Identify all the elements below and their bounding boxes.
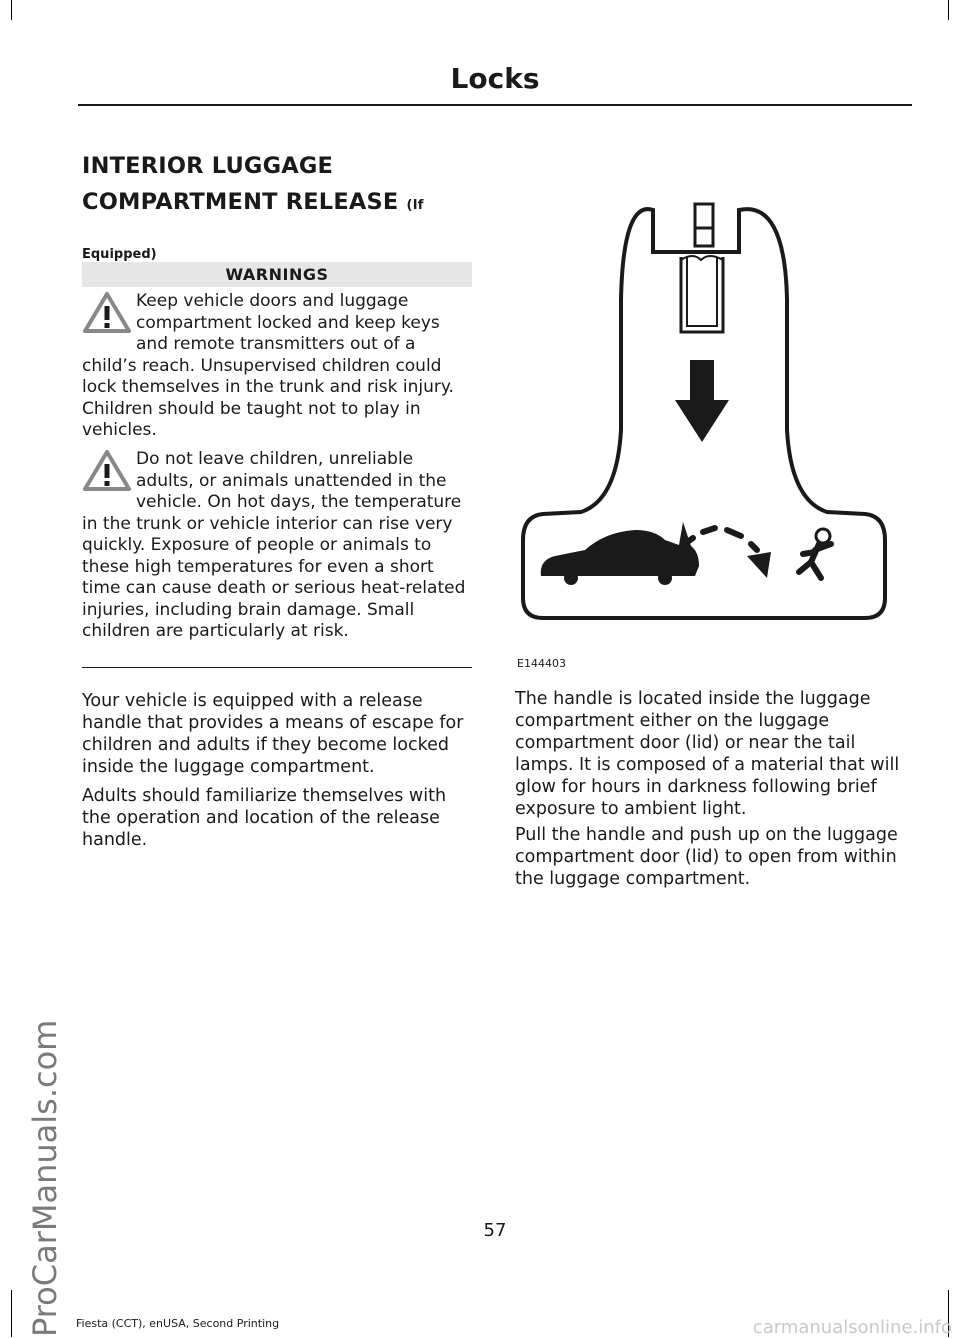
- header-rule: [78, 104, 912, 106]
- heading-suffix: (If: [406, 198, 424, 213]
- body-paragraph: Adults should familiarize themselves with the operation and location of the release handle.: [82, 786, 447, 850]
- heading-line2-text: COMPARTMENT RELEASE: [82, 189, 399, 215]
- crop-mark: [948, 0, 949, 20]
- bottom-watermark: carmanualsonline.info: [752, 1317, 952, 1338]
- side-watermark: ProCarManuals.com: [26, 1019, 64, 1337]
- warning-triangle-icon: [82, 449, 136, 513]
- crop-mark: [11, 0, 12, 20]
- warnings-rule: [82, 667, 472, 668]
- release-handle-illustration: [515, 200, 895, 680]
- heading-line1: INTERIOR LUGGAGE: [82, 153, 334, 179]
- warning-text: Do not leave children, unreliable adults, or animals unattended in the vehicle. On hot days, the temperature in the trunk or vehicle interior can rise very quickly. Exposure of people or animals to these high temperatures for even a short time can cause death or serious heat-related injuries, including brain damage. Small children are particularly at risk.: [82, 449, 466, 641]
- section-heading: [82, 148, 482, 224]
- warning-item: [82, 449, 474, 643]
- body-paragraph: Your vehicle is equipped with a release handle that provides a means of escape for children and adults if they become locked inside the luggage compartment.: [82, 691, 464, 777]
- warning-text: Keep vehicle doors and luggage compartment locked and keep keys and remote transmitters out of a child’s reach. Unsupervised children could lock themselves in the trunk and risk injury. Children should be taught not to play in vehicles.: [82, 291, 454, 440]
- figure-code: E144403: [517, 657, 566, 670]
- body-paragraph: Pull the handle and push up on the luggage compartment door (lid) to open from within the luggage compartment.: [515, 825, 898, 889]
- heading-equipped: Equipped): [82, 247, 157, 262]
- crop-mark: [11, 1290, 12, 1337]
- footer-text: Fiesta (CCT), enUSA, Second Printing: [76, 1317, 280, 1330]
- warning-triangle-icon: [82, 291, 136, 355]
- body-paragraph: The handle is located inside the luggage compartment either on the luggage compartment door (lid) or near the tail lamps. It is composed of a material that will glow for hours in darkness following brief exposure to ambient light.: [515, 689, 900, 819]
- page-number: 57: [483, 1220, 507, 1241]
- warnings-title: WARNINGS: [82, 262, 472, 287]
- warning-item: [82, 291, 474, 442]
- page-header-title: Locks: [450, 62, 540, 95]
- heading-line2: [82, 184, 482, 224]
